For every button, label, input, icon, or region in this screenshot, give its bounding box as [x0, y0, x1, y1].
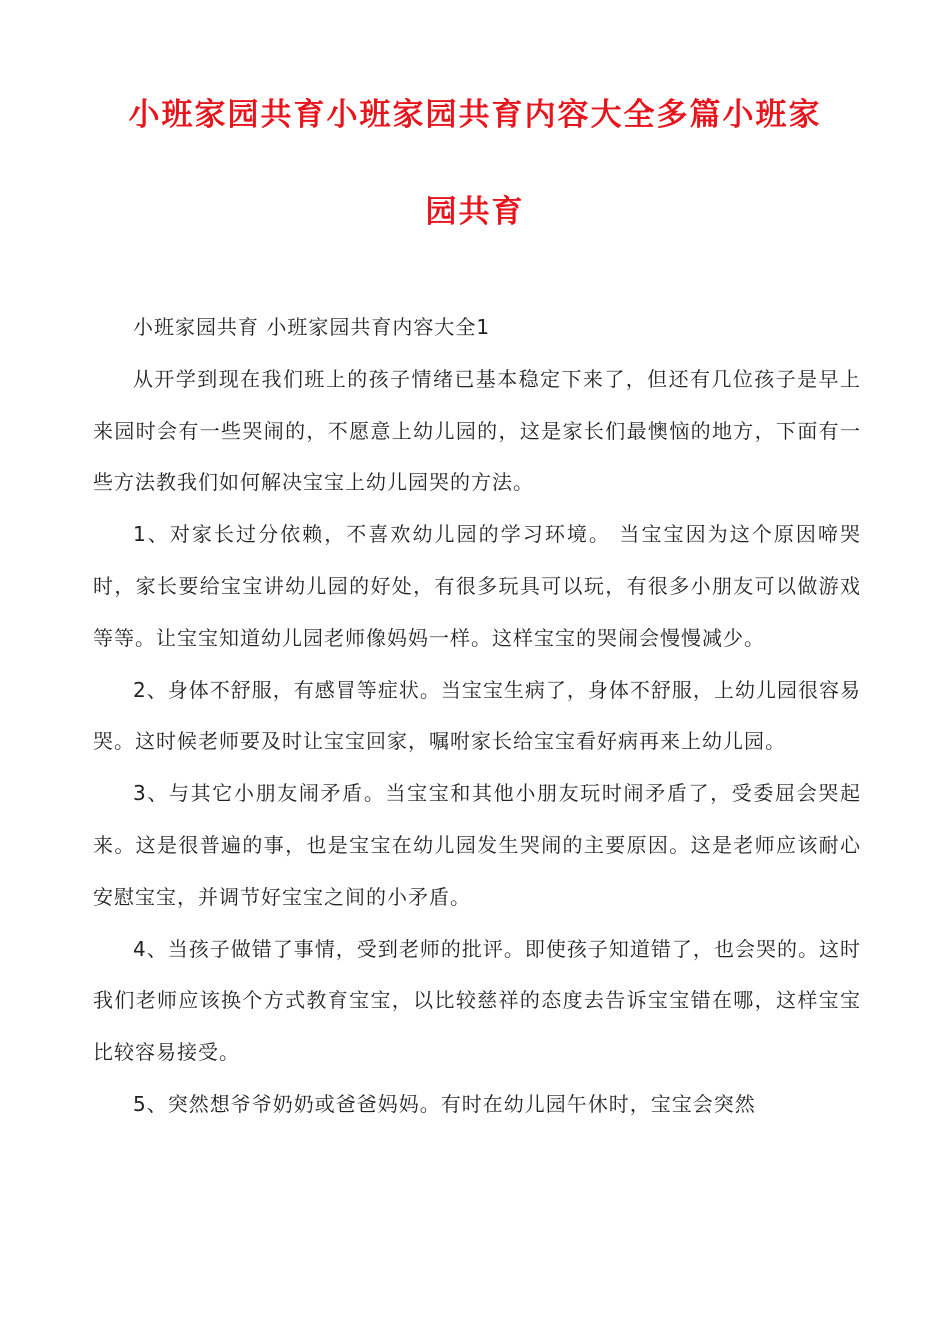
- document-title-line-2: 园共育: [425, 194, 525, 230]
- paragraph-item-3: 3、与其它小朋友闹矛盾。当宝宝和其他小朋友玩时闹矛盾了，受委屈会哭起来。这是很普遍的事，也是宝宝在幼儿园发生哭闹的主要原因。这是老师应该耐心安慰宝宝，并调节好宝宝之间的小矛盾。: [93, 781, 861, 909]
- paragraph-intro: 从开学到现在我们班上的孩子情绪已基本稳定下来了，但还有几位孩子是早上来园时会有一些哭闹的，不愿意上幼儿园的，这是家长们最懊恼的地方，下面有一些方法教我们如何解决宝宝上幼儿园哭的方法。: [93, 366, 861, 495]
- document-title-line-1: 小班家园共育小班家园共育内容大全多篇小班家: [128, 97, 822, 133]
- paragraph-item-4: 4、当孩子做错了事情，受到老师的批评。即使孩子知道错了，也会哭的。这时我们老师应该换个方式教育宝宝，以比较慈祥的态度去告诉宝宝错在哪，这样宝宝比较容易接受。: [93, 936, 861, 1065]
- paragraph-item-5: 5、突然想爷爷奶奶或爸爸妈妈。有时在幼儿园午休时，宝宝会突然: [133, 1091, 756, 1116]
- document-body: [93, 302, 861, 1131]
- paragraph-item-1: 1、对家长过分依赖，不喜欢幼儿园的学习环境。 当宝宝因为这个原因啼哭时，家长要给宝宝讲幼儿园的好处，有很多玩具可以玩，有很多小朋友可以做游戏等等。让宝宝知道幼儿园老师像妈妈一样。这样宝宝的哭闹会慢慢减少。: [93, 522, 861, 650]
- section-heading: 小班家园共育 小班家园共育内容大全1: [133, 315, 491, 339]
- paragraph-item-2: 2、身体不舒服，有感冒等症状。当宝宝生病了，身体不舒服，上幼儿园很容易哭。这时候老师要及时让宝宝回家，嘱咐家长给宝宝看好病再来上幼儿园。: [93, 677, 861, 754]
